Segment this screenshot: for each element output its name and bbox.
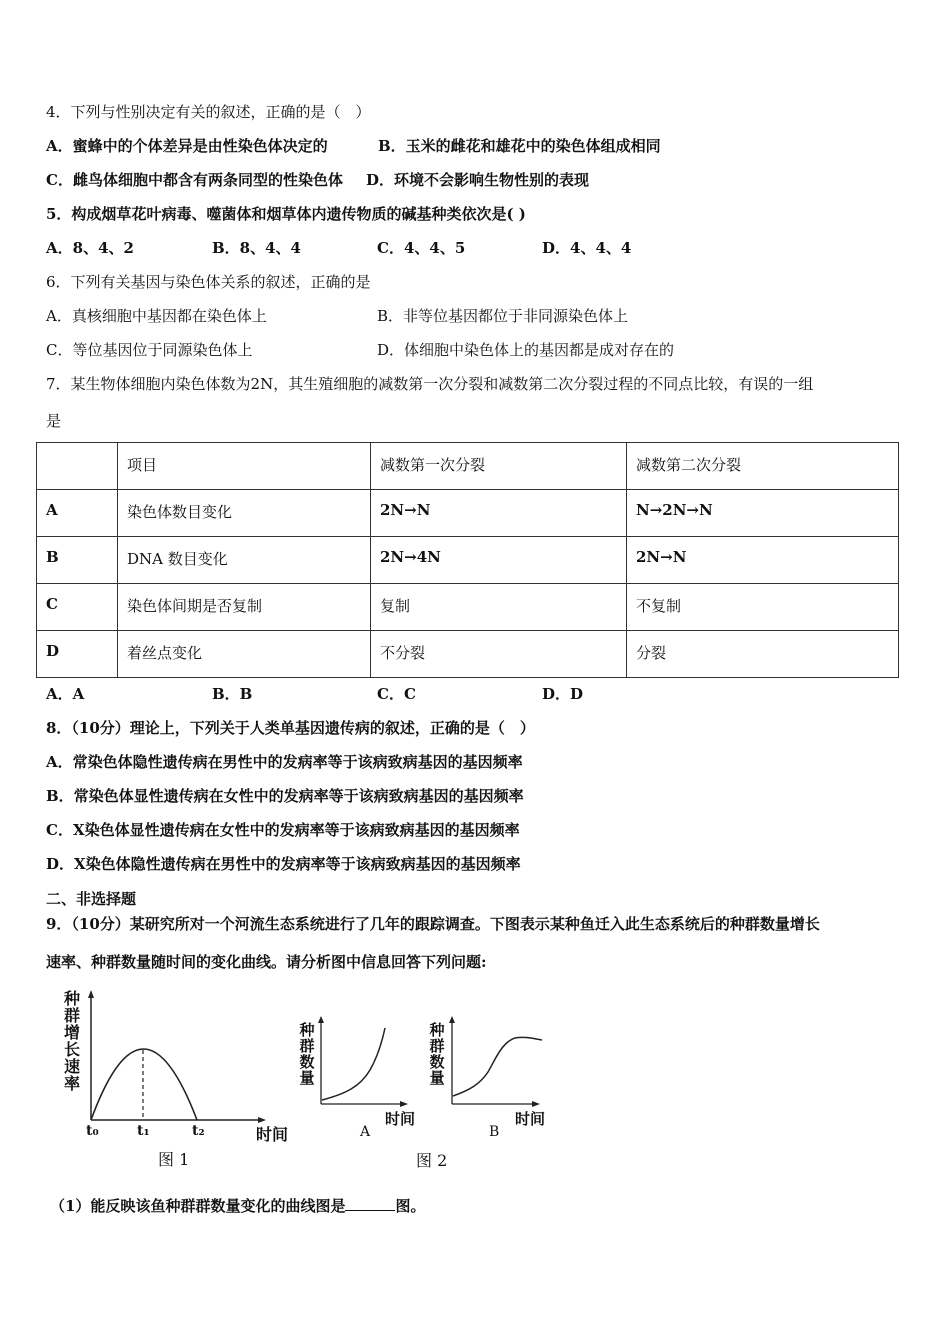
panel-a-label: A (360, 1124, 371, 1140)
q6-option-b: B．非等位基因都位于非同源染色体上 (377, 307, 629, 325)
table-cell: DNA 数目变化 (118, 537, 371, 584)
q4-option-c: C．雌鸟体细胞中都含有两条同型的性染色体 (46, 171, 343, 189)
table-header-cell: 减数第二次分裂 (627, 443, 899, 490)
figure-2-caption: 图 2 (416, 1151, 448, 1170)
figure-2 (290, 1012, 560, 1172)
q4-option-a: A．蜜蜂中的个体差异是由性染色体决定的 (46, 137, 328, 155)
q9-stem: 9．（10分）某研究所对一个河流生态系统进行了几年的跟踪调查。下图表示某种鱼迁入此生态系统后的种群数量增长 (46, 915, 820, 933)
q7-option-a: A．A (46, 685, 85, 703)
table-cell: N→2N→N (627, 490, 899, 537)
q5-option-b: B．8、4、4 (212, 239, 301, 257)
q9-sub1: （1）能反映该鱼种群群数量变化的曲线图是 图。 (50, 1194, 425, 1216)
section-title: 二、非选择题 (46, 890, 137, 908)
panel-b-label: B (489, 1124, 500, 1140)
table-header-cell: 项目 (118, 443, 371, 490)
q5-stem: 5．构成烟草花叶病毒、噬菌体和烟草体内遗传物质的碱基种类依次是( ) (46, 205, 526, 223)
table-cell: 2N→N (371, 490, 627, 537)
q9-stem-cont: 速率、种群数量随时间的变化曲线。请分析图中信息回答下列问题: (46, 953, 487, 971)
tick-t1: t₁ (137, 1123, 150, 1139)
q8-option-d: D．X染色体隐性遗传病在男性中的发病率等于该病致病基因的基因频率 (46, 855, 521, 873)
table-cell: 复制 (371, 584, 627, 631)
q7-option-d: D．D (542, 685, 584, 703)
table-cell: 染色体间期是否复制 (118, 584, 371, 631)
table-header-row (37, 443, 899, 490)
table-cell: 不复制 (627, 584, 899, 631)
table-row (37, 631, 899, 678)
table-cell: 2N→4N (371, 537, 627, 584)
q4-option-b: B．玉米的雌花和雄花中的染色体组成相同 (378, 137, 661, 155)
table-cell: C (37, 584, 118, 631)
q7-option-b: B．B (212, 685, 253, 703)
q7-stem: 7．某生物体细胞内染色体数为2N，其生殖细胞的减数第一次分裂和减数第二次分裂过程的不同点比较，有误的一组 (46, 375, 814, 393)
table-cell: 2N→N (627, 537, 899, 584)
figure-2a-y-axis-label: 种 群 数 量 (299, 1021, 315, 1087)
table-row (37, 490, 899, 537)
table-cell: D (37, 631, 118, 678)
q7-option-c: C．C (377, 685, 416, 703)
table-cell: 分裂 (627, 631, 899, 678)
q7-table (36, 442, 899, 678)
figure-1 (60, 988, 300, 1173)
figure-2b-x-axis-label: 时间 (515, 1110, 546, 1128)
q7-stem-cont: 是 (46, 412, 62, 430)
figure-2b-y-axis-label: 种 群 数 量 (429, 1021, 445, 1087)
table-row (37, 584, 899, 631)
table-cell: B (37, 537, 118, 584)
table-cell: 染色体数目变化 (118, 490, 371, 537)
table-cell: 着丝点变化 (118, 631, 371, 678)
tick-t0: t₀ (86, 1123, 99, 1139)
q8-option-b: B．常染色体显性遗传病在女性中的发病率等于该病致病基因的基因频率 (46, 787, 524, 805)
table-row (37, 537, 899, 584)
q6-option-d: D．体细胞中染色体上的基因都是成对存在的 (377, 341, 675, 359)
q8-option-a: A．常染色体隐性遗传病在男性中的发病率等于该病致病基因的基因频率 (46, 753, 523, 771)
table-cell: 不分裂 (371, 631, 627, 678)
growth-rate-curve-chart (60, 988, 300, 1173)
q5-option-d: D．4、4、4 (542, 239, 632, 257)
q6-stem: 6．下列有关基因与染色体关系的叙述，正确的是 (46, 273, 371, 291)
table-header-cell: 减数第一次分裂 (371, 443, 627, 490)
q6-option-c: C．等位基因位于同源染色体上 (46, 341, 253, 359)
q4-stem: 4．下列与性别决定有关的叙述，正确的是（ ） (46, 103, 371, 121)
q8-stem: 8．（10分）理论上，下列关于人类单基因遗传病的叙述，正确的是（ ） (46, 719, 535, 737)
q5-option-c: C．4、4、5 (377, 239, 466, 257)
q5-option-a: A．8、4、2 (46, 239, 134, 257)
table-cell: A (37, 490, 118, 537)
figure-1-x-axis-label: 时间 (256, 1125, 289, 1144)
answer-blank[interactable] (345, 1194, 395, 1211)
q8-option-c: C．X染色体显性遗传病在女性中的发病率等于该病致病基因的基因频率 (46, 821, 520, 839)
q6-option-a: A．真核细胞中基因都在染色体上 (46, 307, 267, 325)
tick-t2: t₂ (192, 1123, 205, 1139)
figure-1-caption: 图 1 (158, 1150, 190, 1169)
q4-option-d: D．环境不会影响生物性别的表现 (366, 171, 590, 189)
figure-2a-x-axis-label: 时间 (385, 1110, 416, 1128)
figure-1-y-axis-label: 种 群 增 长 速 率 (63, 989, 80, 1093)
table-header-cell (37, 443, 118, 490)
